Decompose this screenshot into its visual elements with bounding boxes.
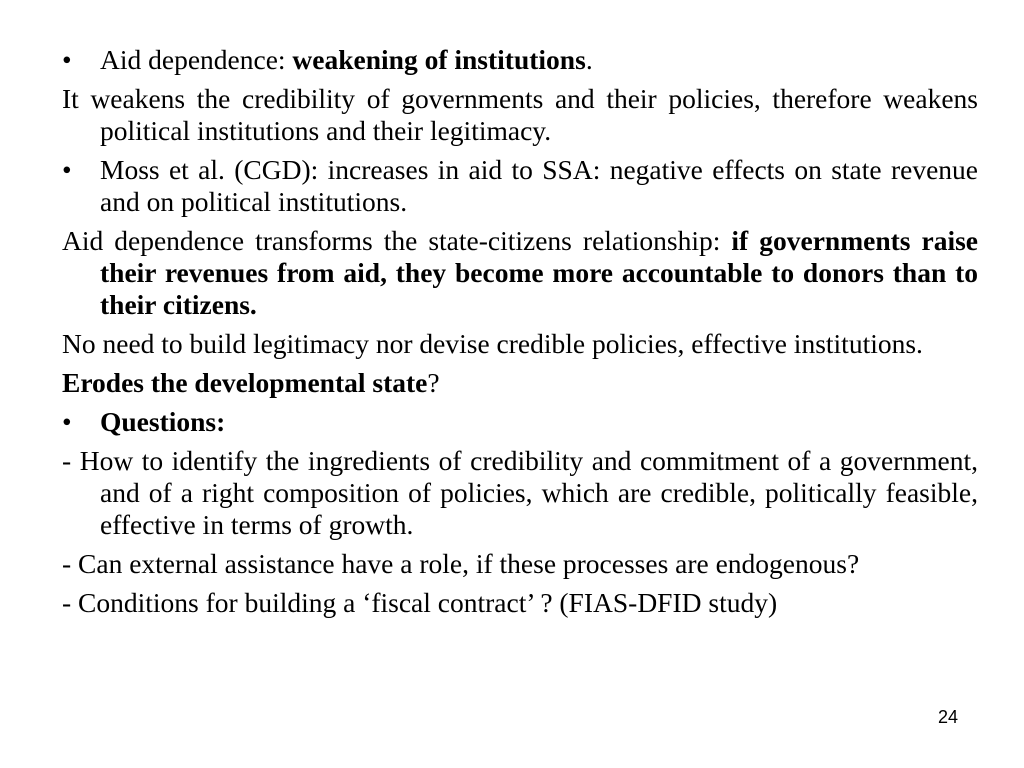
paragraph-bold-text: weakening of institutions: [292, 44, 586, 75]
paragraph-text: - How to identify the ingredients of credibility and commitment of a government, and of a right composition of policies, which are credible, politically feasible, effective in terms of growth.: [62, 445, 978, 540]
bullet-point: •: [62, 154, 72, 185]
page-number: 24: [938, 707, 959, 727]
paragraph-questions: [62, 406, 978, 438]
paragraph-text: ?: [427, 367, 440, 398]
paragraph-bold-text: Erodes the developmental state: [62, 367, 428, 398]
paragraph-question-fiscal: [62, 587, 978, 619]
paragraph-text: Moss et al. (CGD): increases in aid to SSA: negative effects on state revenue and on political institutions.: [100, 154, 978, 217]
slide-body: [62, 44, 978, 626]
paragraph-credibility: [62, 83, 978, 147]
paragraph-erodes: [62, 367, 978, 399]
paragraph-bold-text: if governments raise their revenues from aid, they become more accountable to donors than to their citizens.: [100, 225, 978, 320]
bullet-point: •: [62, 44, 72, 75]
paragraph-text: Aid dependence transforms the state-citizens relationship:: [62, 225, 732, 256]
paragraph-bold-text: Questions:: [100, 406, 226, 437]
paragraph-text: No need to build legitimacy nor devise credible policies, effective institutions.: [62, 328, 923, 359]
paragraph-question-external: [62, 548, 978, 580]
paragraph-question-ingredients: [62, 445, 978, 541]
paragraph-text: - Can external assistance have a role, if these processes are endogenous?: [62, 548, 860, 579]
bullet-point: •: [62, 406, 72, 437]
paragraph-text: .: [585, 44, 593, 75]
paragraph-moss: [62, 154, 978, 218]
paragraph-aid-dependence: [62, 44, 978, 76]
paragraph-state-citizens: [62, 225, 978, 321]
paragraph-legitimacy: [62, 328, 978, 360]
paragraph-text: Aid dependence:: [100, 44, 293, 75]
paragraph-text: - Conditions for building a ‘fiscal contract’ ? (FIAS-DFID study): [62, 587, 778, 618]
paragraph-text: It weakens the credibility of governments and their policies, therefore weakens political institutions and their legitimacy.: [62, 83, 978, 146]
